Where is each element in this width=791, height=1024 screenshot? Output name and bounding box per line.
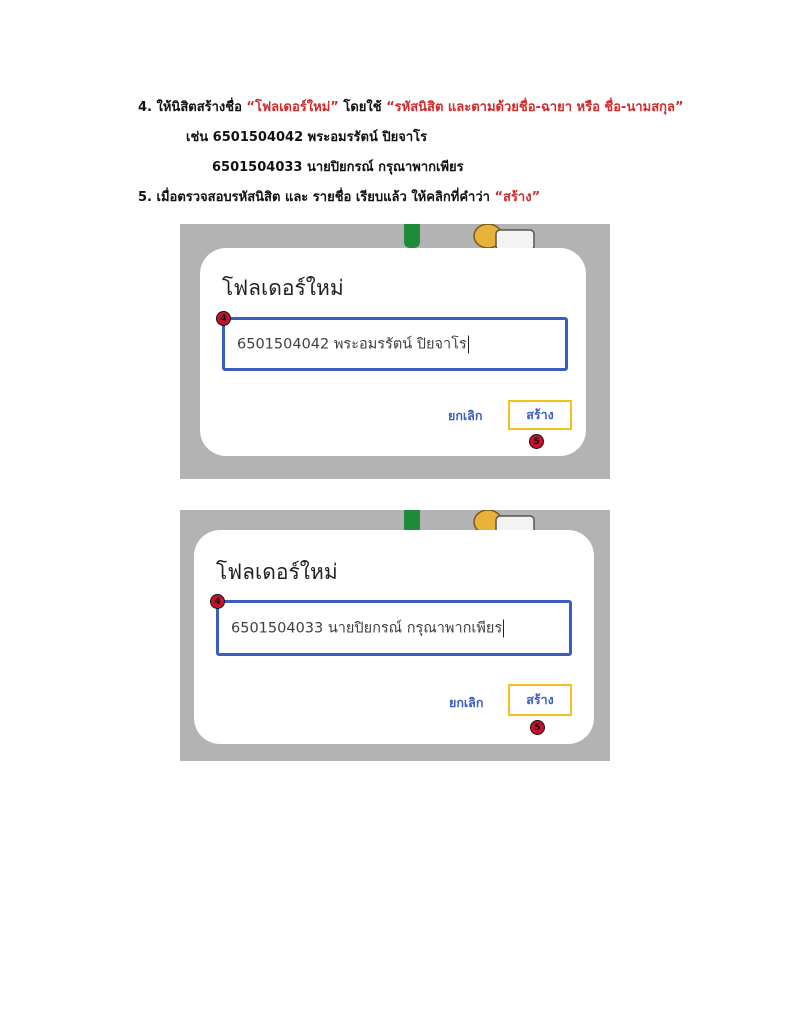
step4-prefix: 4. ให้นิสิตสร้างชื่อ	[138, 100, 247, 115]
step4-line	[138, 96, 684, 117]
text-caret	[503, 620, 504, 638]
step4-middle: โดยใช้	[338, 100, 387, 115]
folder-name-input[interactable]	[216, 600, 572, 656]
dialog-title: โฟลเดอร์ใหม่	[216, 560, 338, 584]
step-badge-4: 4	[210, 594, 225, 609]
new-folder-dialog	[200, 248, 586, 456]
folder-term: “โฟลเดอร์ใหม่”	[246, 100, 339, 115]
folder-name-value: 6501504033 นายปิยกรณ์ กรุณาพากเพียร	[231, 620, 503, 637]
folder-name-input[interactable]	[222, 317, 568, 371]
step5-prefix: 5. เมื่อตรวจสอบรหัสนิสิต และ รายชื่อ เรียบแล้ว ให้คลิกที่คำว่า	[138, 190, 495, 205]
screenshot-2	[180, 510, 610, 761]
step-badge-5: 5	[529, 434, 544, 449]
step-badge-4: 4	[216, 311, 231, 326]
cancel-button[interactable]: ยกเลิก	[448, 408, 483, 423]
cancel-button[interactable]: ยกเลิก	[449, 695, 484, 710]
screenshot-1	[180, 224, 610, 479]
step5-line	[138, 186, 540, 207]
create-term: “สร้าง”	[494, 190, 541, 205]
create-button[interactable]: สร้าง	[508, 684, 572, 716]
create-button[interactable]: สร้าง	[508, 400, 572, 430]
example-line-1: เช่น 6501504042 พระอมรรัตน์ ปิยจาโร	[186, 130, 428, 145]
example-line-2: 6501504033 นายปิยกรณ์ กรุณาพากเพียร	[212, 160, 464, 175]
decorative-green-shape	[404, 224, 420, 248]
dialog-title: โฟลเดอร์ใหม่	[222, 276, 344, 300]
step-badge-5: 5	[530, 720, 545, 735]
folder-name-value: 6501504042 พระอมรรัตน์ ปิยจาโร	[237, 336, 467, 353]
format-term: “รหัสนิสิต และตามด้วยชื่อ-ฉายา หรือ ชื่อ-นามสกุล”	[386, 100, 684, 115]
text-caret	[468, 336, 469, 354]
new-folder-dialog	[194, 530, 594, 744]
